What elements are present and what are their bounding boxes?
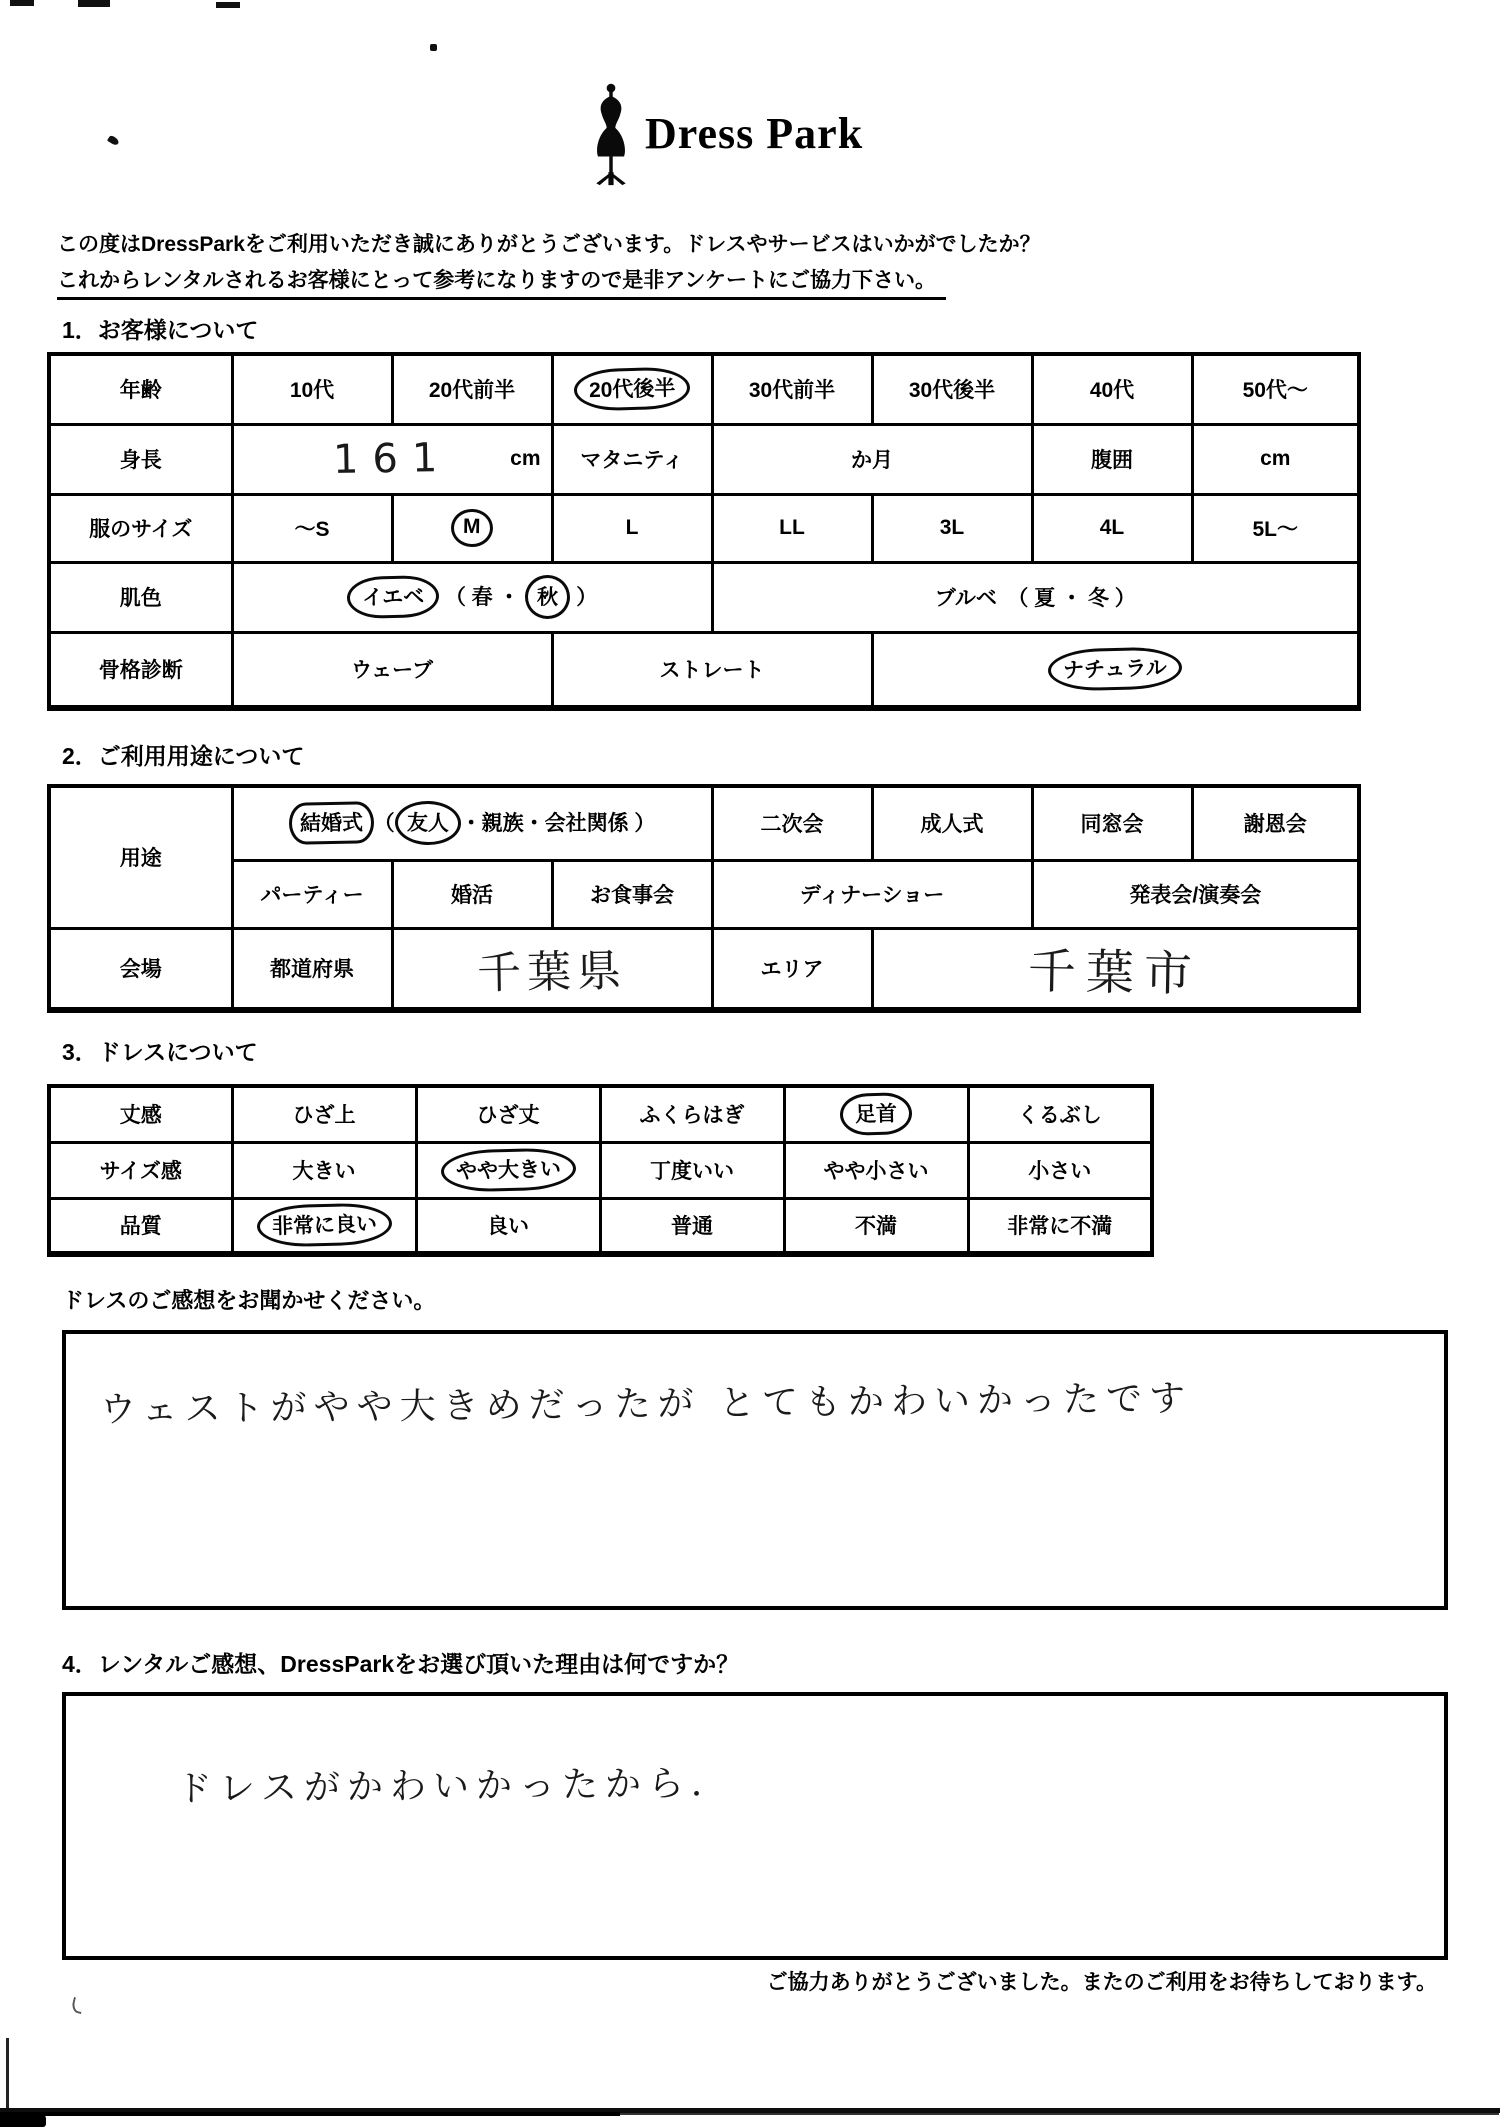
quality-option: 良い — [416, 1198, 600, 1254]
selection-circle: 友人 — [394, 801, 461, 846]
purpose-option: 成人式 — [872, 786, 1032, 860]
purpose-option: 同窓会 — [1032, 786, 1192, 860]
length-option-selected — [784, 1086, 968, 1142]
fit-option-selected — [416, 1142, 600, 1198]
dress-feedback-table — [47, 1084, 1154, 1257]
selection-circle: ナチュラル — [1048, 647, 1183, 692]
length-option: くるぶし — [968, 1086, 1152, 1142]
rental-comment-handwritten: ドレスがかわいかったから． — [175, 1763, 735, 1810]
selection-circle: 秋 — [525, 575, 571, 620]
age-option: 10代 — [232, 354, 392, 424]
quality-option: 不満 — [784, 1198, 968, 1254]
section1-title: 1．お客様について — [62, 317, 259, 343]
height-unit: cm — [510, 447, 541, 470]
selection-circle: 20代後半 — [573, 367, 690, 412]
customer-info-table — [47, 352, 1361, 711]
fit-option: やや小さい — [784, 1142, 968, 1198]
skin-spring-text: （ 春 ・ — [444, 586, 520, 609]
skeleton-option-selected — [872, 632, 1359, 708]
skin-paren-close: ） — [576, 586, 598, 609]
dress-mannequin-logo-icon — [585, 82, 637, 186]
fit-option: 丁度いい — [600, 1142, 784, 1198]
venue-row — [49, 928, 1359, 1010]
fit-option: 小さい — [968, 1142, 1152, 1198]
size-option: ～S — [232, 494, 392, 562]
height-handwritten-value: 161 — [332, 434, 452, 484]
skeleton-row — [49, 632, 1359, 708]
skin-label: 肌色 — [49, 562, 232, 632]
scan-artifact — [216, 2, 240, 8]
skin-yellow-cell — [232, 562, 712, 632]
size-option: LL — [712, 494, 872, 562]
skeleton-option: ストレート — [552, 632, 872, 708]
selection-circle: やや大きい — [440, 1147, 576, 1193]
scan-artifact — [70, 1997, 84, 2014]
quality-option: 非常に不満 — [968, 1198, 1152, 1254]
skin-blue-cell: ブルベ （ 夏 ・ 冬 ） — [712, 562, 1359, 632]
purpose-option: 二次会 — [712, 786, 872, 860]
waist-unit: cm — [1192, 424, 1359, 494]
skin-tone-row — [49, 562, 1359, 632]
age-option: 40代 — [1032, 354, 1192, 424]
quality-option: 普通 — [600, 1198, 784, 1254]
purpose-option: 発表会/演奏会 — [1032, 860, 1359, 928]
age-row — [49, 354, 1359, 424]
scan-artifact — [0, 2112, 620, 2116]
fit-option: 大きい — [232, 1142, 416, 1198]
rental-comment-box — [62, 1692, 1448, 1960]
selection-circle: M — [451, 509, 493, 548]
age-option: 30代後半 — [872, 354, 1032, 424]
wedding-cell — [232, 786, 712, 860]
quality-option-selected — [232, 1198, 416, 1254]
purpose-option: ディナーショー — [712, 860, 1032, 928]
purpose-label: 用途 — [49, 786, 232, 928]
area-label: エリア — [712, 928, 872, 1010]
size-option: 3L — [872, 494, 1032, 562]
height-value-cell — [232, 424, 552, 494]
usage-table — [47, 784, 1361, 1013]
age-option-selected — [552, 354, 712, 424]
quality-row — [49, 1198, 1152, 1254]
height-row — [49, 424, 1359, 494]
scan-artifact — [0, 2113, 46, 2127]
months-label: か月 — [712, 424, 1032, 494]
waist-label: 腹囲 — [1032, 424, 1192, 494]
brand-header — [585, 82, 863, 186]
purpose-option: 謝恩会 — [1192, 786, 1359, 860]
height-label: 身長 — [49, 424, 232, 494]
skeleton-option: ウェーブ — [232, 632, 552, 708]
selection-circle: 結婚式 — [288, 802, 374, 845]
scan-artifact — [430, 44, 437, 51]
size-option: 5L～ — [1192, 494, 1359, 562]
selection-circle: イエベ — [346, 575, 439, 619]
section2-title: 2．ご利用用途について — [62, 743, 305, 769]
brand-name: Dress Park — [645, 109, 864, 158]
purpose-option: お食事会 — [552, 860, 712, 928]
selection-circle: 足首 — [839, 1092, 912, 1136]
length-option: ひざ丈 — [416, 1086, 600, 1142]
length-option: ふくらはぎ — [600, 1086, 784, 1142]
scan-artifact — [78, 0, 110, 7]
purpose-row-2 — [49, 860, 1359, 928]
fit-label: サイズ感 — [49, 1142, 232, 1198]
age-option: 30代前半 — [712, 354, 872, 424]
selection-circle: 非常に良い — [256, 1202, 392, 1248]
area-value-cell — [872, 928, 1359, 1010]
length-row — [49, 1086, 1152, 1142]
purpose-option: パーティー — [232, 860, 392, 928]
dress-comment-handwritten: ウェストがやや大きめだったが とてもかわいかったです — [99, 1378, 1193, 1431]
size-label: 服のサイズ — [49, 494, 232, 562]
area-handwritten-value: 千葉市 — [1027, 943, 1203, 1003]
length-label: 丈感 — [49, 1086, 232, 1142]
maternity-label: マタニティ — [552, 424, 712, 494]
age-label: 年齢 — [49, 354, 232, 424]
section3-title: 3．ドレスについて — [62, 1039, 258, 1065]
prefecture-handwritten-value: 千葉県 — [476, 945, 628, 1000]
section4-title: 4．レンタルご感想、DressParkをお選び頂いた理由は何ですか？ — [62, 1651, 740, 1677]
paren-open: （ — [373, 812, 395, 836]
size-option: 4L — [1032, 494, 1192, 562]
fit-row — [49, 1142, 1152, 1198]
intro-line-1: この度はDressParkをご利用いただき誠にありがとうございます。ドレスやサービスはいかがでしたか？ — [57, 233, 1041, 256]
skeleton-label: 骨格診断 — [49, 632, 232, 708]
dress-comment-box — [62, 1330, 1448, 1610]
age-option: 20代前半 — [392, 354, 552, 424]
size-option: L — [552, 494, 712, 562]
footer-thanks: ご協力ありがとうございました。またのご利用をお待ちしております。 — [766, 1971, 1437, 1994]
purpose-option: 婚活 — [392, 860, 552, 928]
prefecture-label: 都道府県 — [232, 928, 392, 1010]
age-option: 50代～ — [1192, 354, 1359, 424]
quality-label: 品質 — [49, 1198, 232, 1254]
scan-artifact — [107, 135, 120, 147]
purpose-row-1 — [49, 786, 1359, 860]
dress-comment-prompt: ドレスのご感想をお聞かせください。 — [62, 1288, 436, 1313]
venue-label: 会場 — [49, 928, 232, 1010]
length-option: ひざ上 — [232, 1086, 416, 1142]
intro-line-2: これからレンタルされるお客様にとって参考になりますので是非アンケートにご協力下さい。 — [57, 264, 946, 300]
prefecture-value-cell — [392, 928, 712, 1010]
size-option-selected — [392, 494, 552, 562]
size-row — [49, 494, 1359, 562]
scan-artifact — [10, 0, 34, 6]
relatives-text: ・親族・会社関係 ） — [460, 812, 656, 836]
